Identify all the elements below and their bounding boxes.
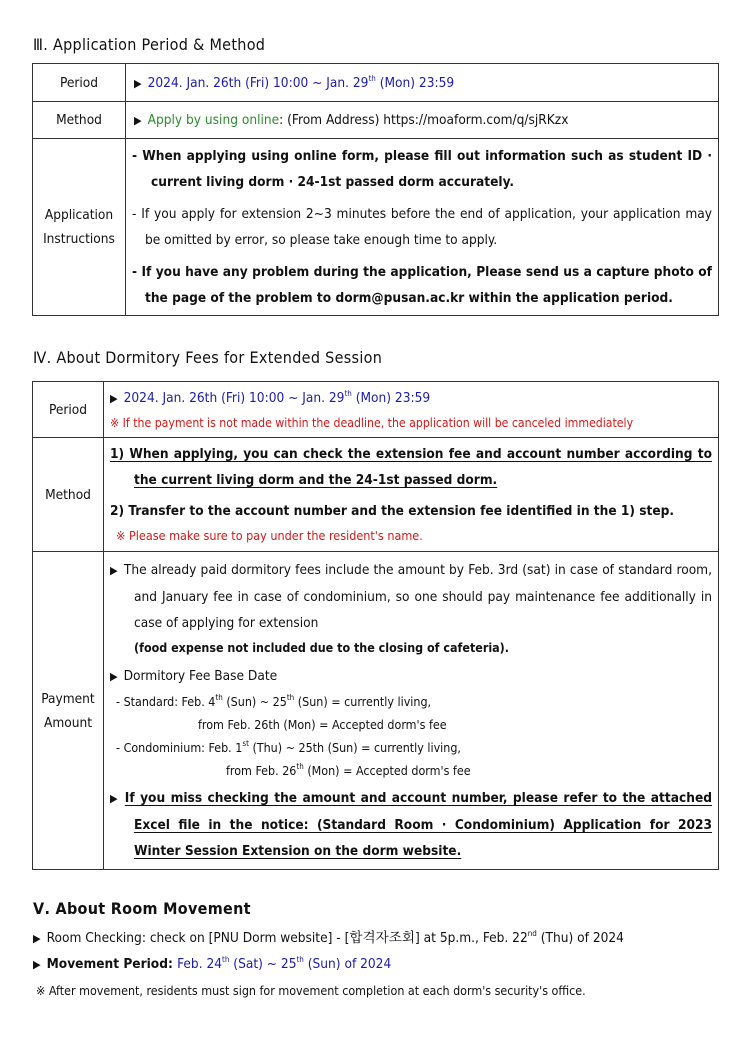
triangle-right-icon: ▶ [134,114,142,127]
method-step-2: 2) Transfer to the account number and the extension fee identified in the 1) step. [110,503,675,519]
method-step-1: 1) When applying, you can check the extension fee and account number according to the current living dorm and the 24-1st passed dorm. [110,446,712,488]
room-checking-line: ▶ Room Checking: check on [PNU Dorm website] - [합격자조회] at 5p.m., Feb. 22nd (Thu) of 2024 [33,929,624,946]
fees-table [32,381,719,870]
method-row [33,102,719,139]
method-value [126,102,719,139]
triangle-right-icon: ▶ [110,670,118,683]
triangle-right-icon: ▶ [33,932,41,945]
movement-period-line: ▶ Movement Period: Feb. 24th (Sat) ~ 25th (Sun) of 2024 [33,955,392,972]
standard-base-date: - Standard: Feb. 4th (Sun) ~ 25th (Sun) = currently living, [116,693,432,709]
triangle-right-icon: ▶ [110,564,118,577]
period-row [33,64,719,102]
fees-period-value: ▶ 2024. Jan. 26th (Fri) 10:00 ~ Jan. 29th (Mon) 23:59 ※ If the payment is not made within the deadline, the application will be canceled immediately [104,382,719,438]
triangle-right-icon: ▶ [110,392,118,405]
deadline-warning: ※ If the payment is not made within the deadline, the application will be canceled immediately [110,416,634,430]
triangle-right-icon: ▶ [33,958,41,971]
fees-period-row [33,382,719,438]
instructions-row [33,139,719,316]
method-label: Method [33,102,126,139]
resident-name-note: ※ Please make sure to pay under the resident's name. [116,528,423,543]
instruction-item: - If you apply for extension 2~3 minutes before the end of application, your application may be omitted by error, so please take enough time to apply. [132,206,712,248]
instruction-item: - If you have any problem during the application, Please send us a capture photo of the page of the problem to dorm@pusan.ac.kr within the application period. [132,264,712,306]
apply-online-text: Apply by using online [147,112,280,128]
condo-base-date-2: from Feb. 26th (Mon) = Accepted dorm's fee [226,762,471,778]
triangle-right-icon: ▶ [134,76,142,90]
section-3-title: Ⅲ. Application Period & Method [33,35,266,54]
fees-method-label: Method [33,438,104,552]
period-label: Period [33,64,126,102]
paid-fees-paragraph: ▶ The already paid dormitory fees include the amount by Feb. 3rd (sat) in case of standard room, and January fee in case of condominium, so one should pay maintenance fee additionally in case of applying for extension [110,562,712,631]
instruction-item: - When applying using online form, please fill out information such as student ID · current living dorm · 24-1st passed dorm accurately. [132,148,712,190]
food-expense-note: (food expense not included due to the closing of cafeteria). [134,640,509,655]
payment-value [104,552,719,870]
excel-file-note: ▶ If you miss checking the amount and account number, please refer to the attached Excel file in the notice: (Standard Room · Condominium) Application for 2023 Winter Session Extension on the dorm website. [110,790,712,859]
instructions-list [126,139,719,316]
fees-method-row [33,438,719,552]
section-4-title: Ⅳ. About Dormitory Fees for Extended Session [33,348,383,367]
payment-label: Payment Amount [33,552,104,870]
instructions-label: Application Instructions [33,139,126,316]
form-address-link[interactable]: : (From Address) https://moaform.com/q/sjRKzx [279,112,569,128]
period-value: ▶ 2024. Jan. 26th (Fri) 10:00 ~ Jan. 29th (Mon) 23:59 [126,64,719,102]
fees-period-label: Period [33,382,104,438]
triangle-right-icon: ▶ [110,792,119,805]
section-5-title: Ⅴ. About Room Movement [33,899,251,918]
fees-method-value [104,438,719,552]
movement-sign-note: ※ After movement, residents must sign for movement completion at each dorm's security's office. [36,983,586,998]
application-table [32,63,719,316]
condo-base-date: - Condominium: Feb. 1st (Thu) ~ 25th (Sun) = currently living, [116,739,461,755]
base-date-heading: ▶ Dormitory Fee Base Date [110,668,278,684]
standard-base-date-2: from Feb. 26th (Mon) = Accepted dorm's fee [198,717,447,732]
payment-row [33,552,719,870]
